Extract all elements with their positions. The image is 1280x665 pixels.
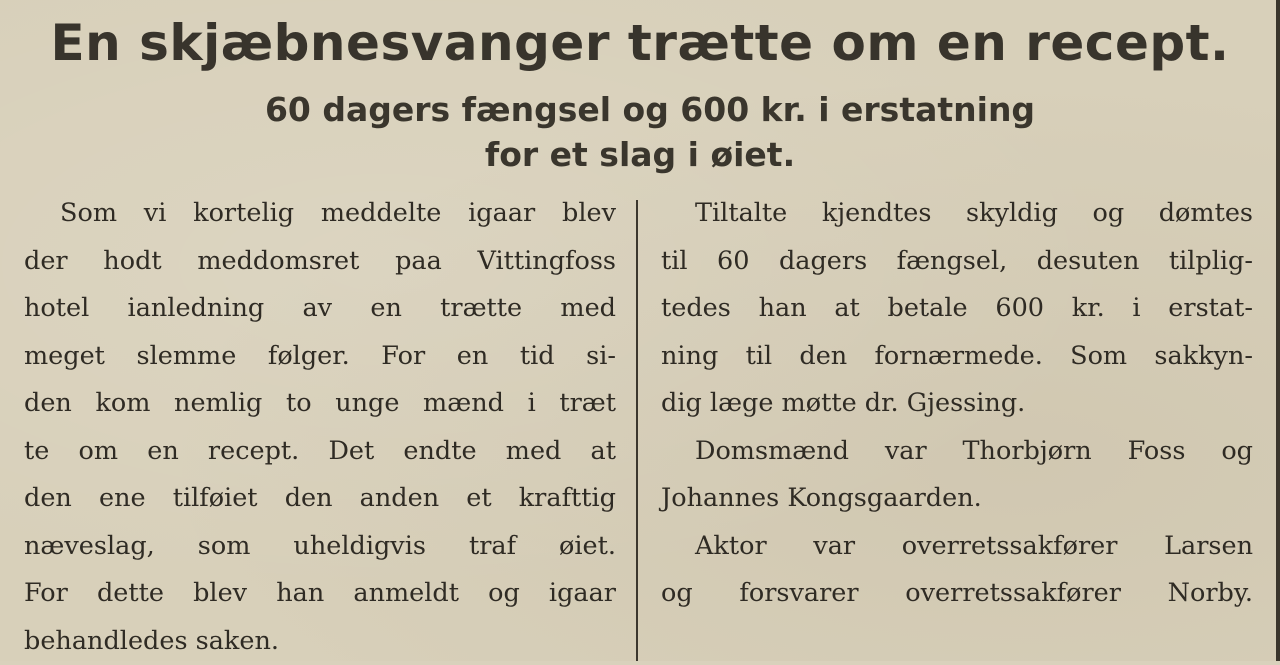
left-column-line: For dette blev han anmeldt og igaar xyxy=(24,570,616,618)
right-column-line: Aktor var overretssakfører Larsen xyxy=(661,523,1253,571)
left-column-line: den ene tilføiet den anden et krafttig xyxy=(24,475,616,523)
left-column-line: næveslag, som uheldigvis traf øiet. xyxy=(24,523,616,571)
article-subheadline-line-1: 60 dagers fængsel og 600 kr. i erstatning xyxy=(10,87,1280,133)
scan-edge xyxy=(1276,0,1280,661)
article-headline: En skjæbnesvanger trætte om en recept. xyxy=(0,10,1280,76)
article-subheadline-line-2: for et slag i øiet. xyxy=(0,132,1280,178)
left-column xyxy=(24,190,616,665)
left-column-line: meget slemme følger. For en tid si- xyxy=(24,333,616,381)
column-divider xyxy=(636,200,638,661)
right-column-line: Domsmænd var Thorbjørn Foss og xyxy=(661,428,1253,476)
left-column-line: te om en recept. Det endte med at xyxy=(24,428,616,476)
right-column-line: Tiltalte kjendtes skyldig og dømtes xyxy=(661,190,1253,238)
left-column-line: behandledes saken. xyxy=(24,618,616,665)
right-column-line: dig læge møtte dr. Gjessing. xyxy=(661,380,1253,428)
right-column-line: tedes han at betale 600 kr. i erstat- xyxy=(661,285,1253,333)
right-column xyxy=(661,190,1253,618)
right-column-line: til 60 dagers fængsel, desuten tilplig- xyxy=(661,238,1253,286)
left-column-line: den kom nemlig to unge mænd i træt xyxy=(24,380,616,428)
left-column-line: Som vi kortelig meddelte igaar blev xyxy=(24,190,616,238)
left-column-line: der hodt meddomsret paa Vittingfoss xyxy=(24,238,616,286)
right-column-line: og forsvarer overretssakfører Norby. xyxy=(661,570,1253,618)
right-column-line: ning til den fornærmede. Som sakkyn- xyxy=(661,333,1253,381)
right-column-line: Johannes Kongsgaarden. xyxy=(661,475,1253,523)
left-column-line: hotel ianledning av en trætte med xyxy=(24,285,616,333)
